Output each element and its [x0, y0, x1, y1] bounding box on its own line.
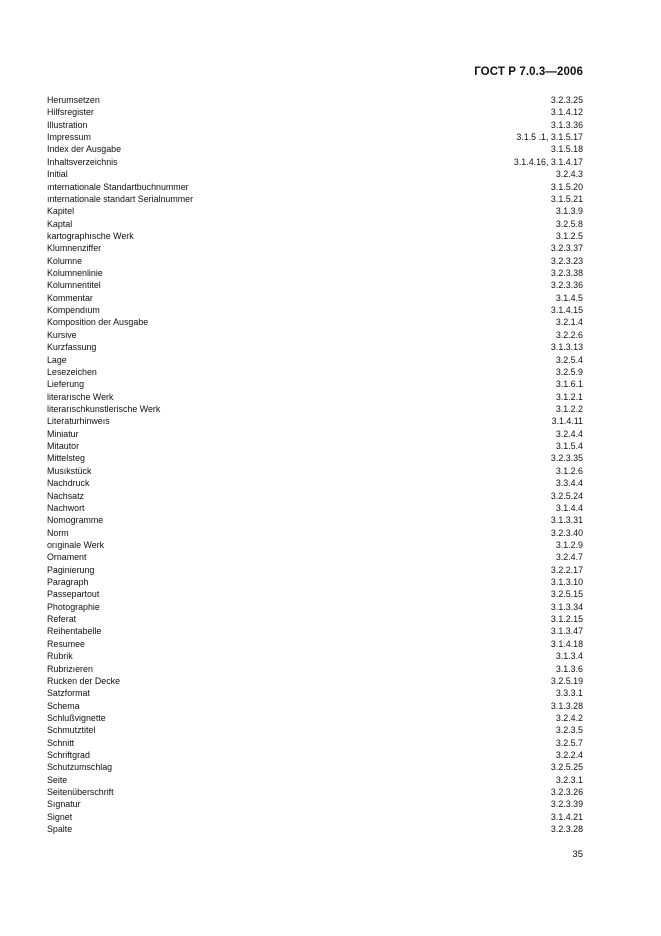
index-reference: 3.2.4.2: [555, 712, 583, 723]
index-entry: [47, 452, 583, 464]
index-entry: [47, 304, 583, 316]
index-reference: 3.1.3.10: [550, 577, 583, 588]
index-entry: [47, 94, 583, 106]
index-term: Klumnenziffer: [47, 243, 102, 254]
index-reference: 3.2.5.9: [555, 366, 583, 377]
index-term: Kaptal: [47, 218, 73, 229]
index-term: Signet: [47, 811, 73, 822]
index-reference: 3.2.2.6: [555, 329, 583, 340]
index-reference: 3.1.4.21: [550, 811, 583, 822]
index-entry: [47, 378, 583, 390]
index-entry: [47, 354, 583, 366]
index-term: Hilfsregister: [47, 107, 94, 118]
index-term: Photographie: [47, 601, 100, 612]
index-term: Literaturhinweıs: [47, 416, 110, 427]
index-term: Reihentabelle: [47, 626, 102, 637]
index-entry: [47, 712, 583, 724]
page-number: 35: [572, 849, 583, 860]
index-reference: 3.1.5.18: [550, 144, 583, 155]
index-term: Schlußvignette: [47, 712, 106, 723]
index-term: Schnitt: [47, 737, 75, 748]
index-term: ınternationale standart Serialnummer: [47, 193, 194, 204]
index-reference: 3.2.2.4: [555, 750, 583, 761]
index-reference: 3.2.3.37: [550, 243, 583, 254]
index-reference: 3.1.2.5: [555, 230, 583, 241]
index-reference: 3.1.3.28: [550, 700, 583, 711]
index-entry: [47, 329, 583, 341]
index-entry: [47, 279, 583, 291]
index-entry: [47, 749, 583, 761]
index-reference: 3.2.3.39: [550, 799, 583, 810]
index-entry: [47, 564, 583, 576]
index-entry: [47, 391, 583, 403]
index-reference: 3.2.5.24: [550, 490, 583, 501]
index-reference: 3.1.3.13: [550, 342, 583, 353]
index-term: Nachsatz: [47, 490, 84, 501]
index-entry: [47, 341, 583, 353]
index-reference: 3.2.3.40: [550, 527, 583, 538]
index-reference: 3.1.3.34: [550, 601, 583, 612]
index-entry: [47, 527, 583, 539]
index-reference: 3.2.4.3: [555, 169, 583, 180]
document-header-standard: ГОСТ Р 7.0.3—2006: [474, 66, 583, 78]
index-reference: 3.2.3.5: [555, 725, 583, 736]
index-entry: [47, 576, 583, 588]
index-entry: [47, 737, 583, 749]
index-reference: 3.3.4.4: [555, 478, 583, 489]
index-reference: 3.2.3.26: [550, 787, 583, 798]
index-reference: 3.1.4.15: [550, 305, 583, 316]
index-entry: [47, 131, 583, 143]
index-entry: [47, 428, 583, 440]
index-term: Kurzfassung: [47, 342, 97, 353]
index-entry: [47, 601, 583, 613]
index-term: Kapitel: [47, 206, 75, 217]
index-reference: 3.2.4.4: [555, 428, 583, 439]
index-entry: [47, 205, 583, 217]
index-term: Musıkstück: [47, 465, 92, 476]
index-entry: [47, 761, 583, 773]
index-term: Herumsetzen: [47, 95, 100, 105]
index-entry: [47, 156, 583, 168]
index-term: Lage: [47, 354, 67, 365]
index-entry: [47, 502, 583, 514]
index-reference: 3.1.3.4: [555, 651, 583, 662]
index-reference: 3.1.5.21: [550, 193, 583, 204]
index-term: Komposition der Ausgabe: [47, 317, 149, 328]
index-term: Nomogramme: [47, 515, 104, 526]
index-reference: 3.1.2.9: [555, 539, 583, 550]
index-reference: 3.1.3.9: [555, 206, 583, 217]
index-term: Nachdruck: [47, 478, 90, 489]
index-term: Kompendıum: [47, 305, 100, 316]
index-term: Schutzumschlag: [47, 762, 113, 773]
index-entry: [47, 440, 583, 452]
index-term: Passepartout: [47, 589, 100, 600]
index-reference: 3.2.2.17: [550, 564, 583, 575]
index-reference: 3.1.3.36: [550, 119, 583, 130]
term-index-list: [47, 94, 583, 836]
index-reference: 3.2.5.15: [550, 589, 583, 600]
index-entry: [47, 366, 583, 378]
index-entry: [47, 774, 583, 786]
index-term: Lesezeichen: [47, 366, 97, 377]
index-reference: 3.2.5.8: [555, 218, 583, 229]
index-entry: [47, 316, 583, 328]
index-entry: [47, 168, 583, 180]
index-term: Rubrizıeren: [47, 663, 93, 674]
index-term: Kolumnentitel: [47, 280, 101, 291]
index-term: Schriftgrad: [47, 750, 90, 761]
index-reference: 3.1.4.18: [550, 638, 583, 649]
index-entry: [47, 465, 583, 477]
index-entry: [47, 700, 583, 712]
index-term: Impressum: [47, 132, 91, 143]
index-reference: 3.2.3.1: [555, 774, 583, 785]
index-term: Index der Ausgabe: [47, 144, 122, 155]
index-reference: 3.1.2.6: [555, 465, 583, 476]
index-reference: 3.1.2.2: [555, 403, 583, 414]
index-term: Schema: [47, 700, 80, 711]
index-term: Norm: [47, 527, 69, 538]
index-reference: 3.1.2.1: [555, 391, 583, 402]
index-reference: 3.1.2.15: [550, 614, 583, 625]
index-term: Kursive: [47, 329, 77, 340]
index-term: Resumee: [47, 638, 85, 649]
index-term: Schmutztitel: [47, 725, 96, 736]
index-reference: 3.2.3.23: [550, 255, 583, 266]
index-entry: [47, 490, 583, 502]
index-reference: 3.2.1.4: [555, 317, 583, 328]
index-term: Lieferung: [47, 379, 85, 390]
index-entry: [47, 625, 583, 637]
index-term: Kolumne: [47, 255, 83, 266]
index-term: Satzformat: [47, 688, 90, 699]
index-term: orıginale Werk: [47, 539, 105, 550]
index-term: Mittelsteg: [47, 453, 85, 464]
index-reference: 3.2.3.36: [550, 280, 583, 291]
index-term: Nachwort: [47, 502, 85, 513]
index-reference: 3.1.4.16, 3.1.4.17: [513, 156, 583, 167]
index-entry: [47, 650, 583, 662]
index-reference: 3.1.3.31: [550, 515, 583, 526]
index-reference: 3.2.5.7: [555, 737, 583, 748]
index-entry: [47, 292, 583, 304]
index-entry: [47, 267, 583, 279]
index-entry: [47, 823, 583, 835]
index-reference: 3.1.4.5: [555, 292, 583, 303]
index-entry: [47, 786, 583, 798]
index-reference: 3.1.4.12: [550, 107, 583, 118]
index-reference: 3.1.4.11: [551, 416, 583, 427]
index-entry: [47, 230, 583, 242]
index-reference: 3.2.3.28: [550, 824, 583, 835]
index-reference: 3.1.5.20: [550, 181, 583, 192]
index-entry: [47, 106, 583, 118]
index-reference: 3.2.4.7: [555, 552, 583, 563]
index-entry: [47, 255, 583, 267]
index-reference: 3.1.5 .1, 3.1.5.17: [516, 132, 583, 143]
index-entry: [47, 663, 583, 675]
index-entry: [47, 539, 583, 551]
index-reference: 3.2.5.25: [550, 762, 583, 773]
index-term: literarıschkunstlerische Werk: [47, 403, 161, 414]
index-reference: 3.2.5.4: [555, 354, 583, 365]
index-reference: 3.2.5.19: [550, 675, 583, 686]
index-entry: [47, 811, 583, 823]
index-term: Mitautor: [47, 441, 80, 452]
index-entry: [47, 638, 583, 650]
index-term: Initial: [47, 169, 68, 180]
index-term: Paragraph: [47, 577, 89, 588]
index-term: Kommentar: [47, 292, 93, 303]
index-reference: 3.1.5.4: [555, 441, 583, 452]
index-entry: [47, 675, 583, 687]
index-term: Ornament: [47, 552, 87, 563]
index-reference: 3.1.3.47: [550, 626, 583, 637]
index-term: Miniatur: [47, 428, 79, 439]
index-entry: [47, 514, 583, 526]
index-term: Inhaltsverzeichnis: [47, 156, 118, 167]
index-term: literarısche Werk: [47, 391, 114, 402]
index-reference: 3.1.4.4: [555, 502, 583, 513]
index-entry: [47, 551, 583, 563]
index-reference: 3.2.3.35: [550, 453, 583, 464]
index-term: Paginierung: [47, 564, 95, 575]
index-entry: [47, 415, 583, 427]
index-term: Kolumnenlinie: [47, 268, 103, 279]
index-entry: [47, 798, 583, 810]
index-reference: 3.1.3.6: [555, 663, 583, 674]
index-term: Illustration: [47, 119, 88, 130]
index-term: Seitenüberschrift: [47, 787, 114, 798]
index-entry: [47, 242, 583, 254]
index-reference: 3.2.3.38: [550, 268, 583, 279]
index-term: Rubrik: [47, 651, 73, 662]
index-term: Seite: [47, 774, 68, 785]
index-entry: [47, 143, 583, 155]
index-term: Spalte: [47, 824, 73, 835]
index-term: Referat: [47, 614, 77, 625]
index-entry: [47, 613, 583, 625]
index-entry: [47, 403, 583, 415]
index-term: ınternationale Standartbuchnummer: [47, 181, 189, 192]
index-entry: [47, 119, 583, 131]
index-reference: 3.3.3.1: [555, 688, 583, 699]
index-entry: [47, 181, 583, 193]
index-term: Sıgnatur: [47, 799, 81, 810]
index-entry: [47, 588, 583, 600]
index-reference: 3.2.3.25: [550, 95, 583, 105]
index-reference: 3.1.6.1: [555, 379, 583, 390]
index-entry: [47, 687, 583, 699]
index-entry: [47, 193, 583, 205]
index-term: Rucken der Decke: [47, 675, 121, 686]
index-entry: [47, 477, 583, 489]
index-term: kartographısche Werk: [47, 230, 134, 241]
index-entry: [47, 724, 583, 736]
index-entry: [47, 218, 583, 230]
